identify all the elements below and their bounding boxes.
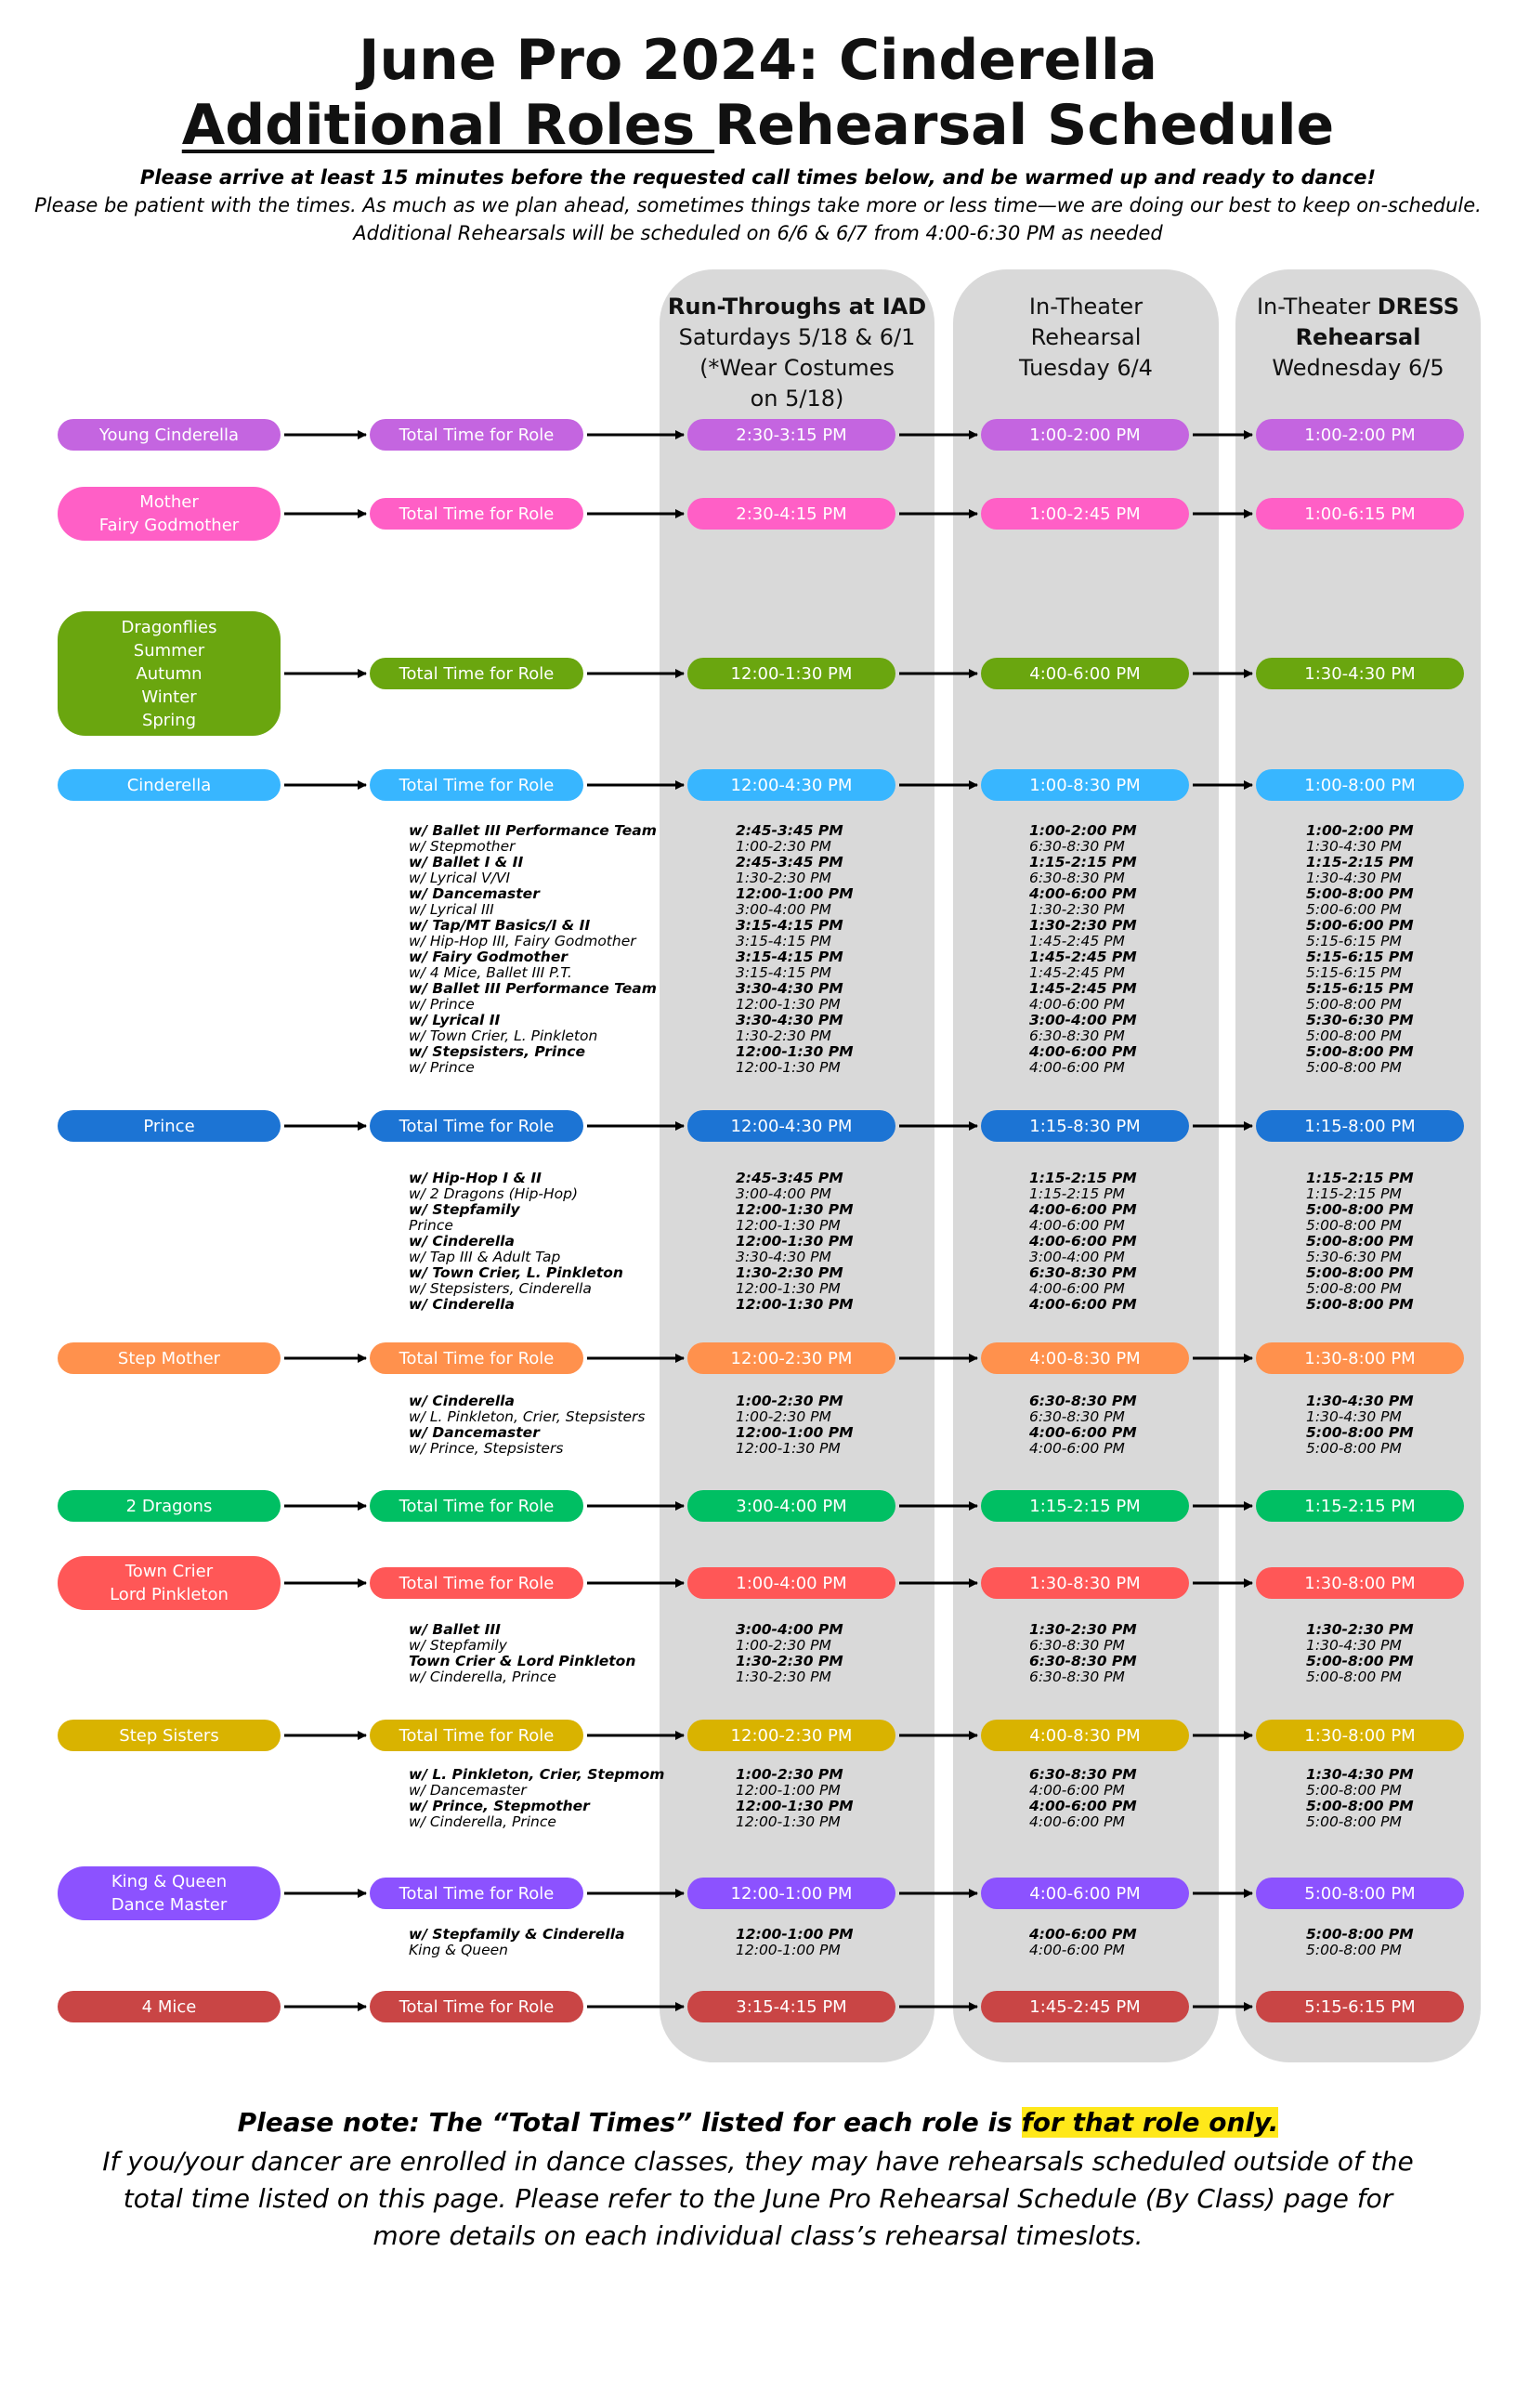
detail-label-line: w/ Dancemaster <box>409 1782 527 1799</box>
detail-dress-time <box>1306 1622 1414 1685</box>
detail-theater-time-line: 3:00-4:00 PM <box>1029 1249 1125 1265</box>
detail-run-time <box>736 823 854 1076</box>
run-through-time-pill: 3:00-4:00 PM <box>687 1490 895 1522</box>
detail-run-time-line: 1:00-2:30 PM <box>736 838 831 855</box>
detail-label-line: w/ Cinderella, Prince <box>409 1813 556 1830</box>
detail-theater-time-line: 6:30-8:30 PM <box>1029 1653 1137 1669</box>
detail-theater-time-line: 1:30-2:30 PM <box>1029 917 1137 934</box>
detail-theater-time-line: 1:30-2:30 PM <box>1029 1621 1137 1638</box>
run-through-time-pill: 12:00-1:00 PM <box>687 1878 895 1909</box>
run-through-time-pill: 12:00-2:30 PM <box>687 1720 895 1751</box>
detail-run-time-line: 12:00-1:30 PM <box>736 1233 854 1250</box>
detail-label-line: w/ Prince, Stepmother <box>409 1798 590 1814</box>
detail-run-time <box>736 1927 854 1958</box>
detail-run-time-line: 3:30-4:30 PM <box>736 980 843 997</box>
detail-run-time-line: 12:00-1:30 PM <box>736 1798 854 1814</box>
role-name-pill: 2 Dragons <box>58 1490 281 1522</box>
run-through-time-pill: 1:00-4:00 PM <box>687 1567 895 1599</box>
detail-dress-time-line: 5:00-8:00 PM <box>1306 1027 1402 1044</box>
run-through-time-pill: 2:30-4:15 PM <box>687 498 895 530</box>
detail-theater-time-line: 4:00-6:00 PM <box>1029 1043 1137 1060</box>
detail-run-time-line: 12:00-1:00 PM <box>736 1942 841 1958</box>
footer-line4: more details on each individual class’s rehearsal timeslots. <box>372 2220 1144 2251</box>
detail-theater-time-line: 4:00-6:00 PM <box>1029 885 1137 902</box>
detail-theater-time-line: 3:00-4:00 PM <box>1029 1012 1137 1028</box>
theater-time-pill: 4:00-6:00 PM <box>981 1878 1189 1909</box>
footer-line3: total time listed on this page. Please refer to the June Pro Rehearsal Schedule (By Class) page for <box>123 2183 1393 2214</box>
detail-run-time-line: 3:00-4:00 PM <box>736 1185 831 1202</box>
run-through-time-pill: 3:15-4:15 PM <box>687 1991 895 2022</box>
detail-theater-time-line: 4:00-6:00 PM <box>1029 1798 1137 1814</box>
detail-theater-time-line: 1:15-2:15 PM <box>1029 1170 1137 1186</box>
detail-theater-time-line: 4:00-6:00 PM <box>1029 1424 1137 1441</box>
detail-theater-time-line: 4:00-6:00 PM <box>1029 1942 1125 1958</box>
detail-label-line: w/ Lyrical II <box>409 1012 501 1028</box>
total-time-pill: Total Time for Role <box>370 1342 583 1374</box>
run-through-time-pill: 12:00-4:30 PM <box>687 769 895 801</box>
detail-label-line: w/ L. Pinkleton, Crier, Stepsisters <box>409 1408 646 1425</box>
detail-dress-time-line: 1:30-4:30 PM <box>1306 1408 1402 1425</box>
detail-dress-time-line: 5:00-8:00 PM <box>1306 1782 1402 1799</box>
detail-label-line: w/ Stepsisters, Cinderella <box>409 1280 592 1297</box>
detail-dress-time-line: 5:15-6:15 PM <box>1306 964 1402 981</box>
detail-run-time-line: 2:45-3:45 PM <box>736 854 843 870</box>
patience-note: Please be patient with the times. As much as we plan ahead, sometimes things take more or less time—we are doing our best to keep on-schedule. <box>34 194 1482 216</box>
detail-dress-time-line: 5:00-8:00 PM <box>1306 1653 1414 1669</box>
theater-header-l3: Tuesday 6/4 <box>1019 355 1153 381</box>
run-header-costume-date: on 5/18) <box>750 386 844 412</box>
dress-time-pill: 1:00-8:00 PM <box>1256 769 1464 801</box>
detail-dress-time-line: 5:30-6:30 PM <box>1306 1249 1402 1265</box>
footer-note-text: Please note: The “Total Times” listed for each role is <box>237 2107 1022 2138</box>
detail-theater-time <box>1029 823 1137 1076</box>
detail-run-time-line: 1:30-2:30 PM <box>736 1264 843 1281</box>
detail-dress-time-line: 5:00-6:00 PM <box>1306 901 1402 918</box>
detail-run-time-line: 12:00-1:30 PM <box>736 1201 854 1218</box>
detail-label <box>409 823 657 1076</box>
detail-label-line: Town Crier & Lord Pinkleton <box>409 1653 636 1669</box>
detail-run-time-line: 1:00-2:30 PM <box>736 1637 831 1654</box>
detail-dress-time-line: 5:15-6:15 PM <box>1306 949 1414 965</box>
detail-theater-time-line: 1:45-2:45 PM <box>1029 949 1137 965</box>
dress-time-pill: 5:00-8:00 PM <box>1256 1878 1464 1909</box>
detail-dress-time-line: 1:15-2:15 PM <box>1306 1170 1414 1186</box>
role-name-pill: King & Queen Dance Master <box>58 1866 281 1920</box>
detail-theater-time-line: 4:00-6:00 PM <box>1029 1217 1125 1234</box>
detail-dress-time-line: 5:15-6:15 PM <box>1306 980 1414 997</box>
dress-header-l2: Rehearsal <box>1295 324 1421 350</box>
detail-label-line: w/ Prince <box>409 1059 475 1076</box>
detail-theater-time-line: 4:00-6:00 PM <box>1029 1440 1125 1457</box>
dress-header-bold: DRESS <box>1377 294 1460 320</box>
detail-run-time-line: 3:00-4:00 PM <box>736 901 831 918</box>
detail-label-line: w/ Cinderella <box>409 1393 515 1409</box>
detail-theater-time-line: 1:00-2:00 PM <box>1029 822 1137 839</box>
detail-theater-time-line: 6:30-8:30 PM <box>1029 1027 1125 1044</box>
theater-time-pill: 1:15-8:30 PM <box>981 1110 1189 1142</box>
detail-run-time-line: 12:00-1:30 PM <box>736 1059 841 1076</box>
detail-label-line: w/ Lyrical III <box>409 901 494 918</box>
role-name-pill: Prince <box>58 1110 281 1142</box>
detail-dress-time <box>1306 1394 1414 1457</box>
detail-run-time-line: 3:30-4:30 PM <box>736 1249 831 1265</box>
theater-time-pill: 1:00-8:30 PM <box>981 769 1189 801</box>
detail-label-line: w/ Dancemaster <box>409 1424 540 1441</box>
detail-run-time-line: 2:45-3:45 PM <box>736 822 843 839</box>
theater-time-pill: 1:00-2:00 PM <box>981 419 1189 451</box>
role-name-pill: Town Crier Lord Pinkleton <box>58 1556 281 1610</box>
detail-dress-time-line: 5:00-8:00 PM <box>1306 1201 1414 1218</box>
total-time-pill: Total Time for Role <box>370 1567 583 1599</box>
detail-label-line: w/ 2 Dragons (Hip-Hop) <box>409 1185 579 1202</box>
detail-theater-time-line: 4:00-6:00 PM <box>1029 996 1125 1013</box>
detail-run-time-line: 3:15-4:15 PM <box>736 949 843 965</box>
dress-header-l3: Wednesday 6/5 <box>1272 355 1444 381</box>
detail-dress-time-line: 5:00-8:00 PM <box>1306 1217 1402 1234</box>
footer-note <box>0 2104 1516 2141</box>
role-name-pill: Mother Fairy Godmother <box>58 487 281 541</box>
detail-run-time <box>736 1622 843 1685</box>
detail-run-time-line: 1:00-2:30 PM <box>736 1766 843 1783</box>
dress-time-pill: 1:30-8:00 PM <box>1256 1567 1464 1599</box>
detail-run-time <box>736 1394 854 1457</box>
role-name-pill: Young Cinderella <box>58 419 281 451</box>
detail-run-time-line: 12:00-1:30 PM <box>736 1296 854 1313</box>
detail-theater-time-line: 1:15-2:15 PM <box>1029 854 1137 870</box>
dress-time-pill: 1:30-4:30 PM <box>1256 658 1464 689</box>
detail-dress-time <box>1306 1171 1414 1313</box>
detail-dress-time-line: 5:00-8:00 PM <box>1306 1813 1402 1830</box>
detail-dress-time-line: 1:00-2:00 PM <box>1306 822 1414 839</box>
detail-run-time-line: 1:30-2:30 PM <box>736 870 831 886</box>
role-name-pill: 4 Mice <box>58 1991 281 2022</box>
detail-dress-time-line: 5:00-8:00 PM <box>1306 1043 1414 1060</box>
run-header-dates: Saturdays 5/18 & 6/1 <box>678 324 916 350</box>
detail-run-time-line: 3:00-4:00 PM <box>736 1621 843 1638</box>
detail-dress-time-line: 5:00-8:00 PM <box>1306 1424 1414 1441</box>
detail-dress-time-line: 5:00-8:00 PM <box>1306 1233 1414 1250</box>
detail-dress-time-line: 5:00-8:00 PM <box>1306 1059 1402 1076</box>
detail-theater-time-line: 6:30-8:30 PM <box>1029 1766 1137 1783</box>
detail-dress-time-line: 5:00-8:00 PM <box>1306 1926 1414 1943</box>
detail-theater-time-line: 6:30-8:30 PM <box>1029 1264 1137 1281</box>
detail-label-line: w/ Dancemaster <box>409 885 540 902</box>
detail-dress-time-line: 5:00-8:00 PM <box>1306 885 1414 902</box>
dress-time-pill: 1:00-2:00 PM <box>1256 419 1464 451</box>
detail-label-line: w/ Stepmother <box>409 838 516 855</box>
detail-run-time-line: 2:45-3:45 PM <box>736 1170 843 1186</box>
detail-theater-time-line: 4:00-6:00 PM <box>1029 1296 1137 1313</box>
detail-label <box>409 1394 646 1457</box>
detail-label-line: w/ Hip-Hop III, Fairy Godmother <box>409 933 636 949</box>
detail-dress-time-line: 5:30-6:30 PM <box>1306 1012 1414 1028</box>
detail-label <box>409 1927 625 1958</box>
detail-dress-time-line: 5:00-8:00 PM <box>1306 1798 1414 1814</box>
detail-run-time-line: 12:00-1:30 PM <box>736 1813 841 1830</box>
detail-dress-time-line: 1:15-2:15 PM <box>1306 1185 1402 1202</box>
theater-header-l1: In-Theater <box>1028 294 1144 320</box>
detail-label-line: Prince <box>409 1217 453 1234</box>
footer-highlight: for that role only. <box>1021 2107 1279 2138</box>
theater-time-pill: 1:00-2:45 PM <box>981 498 1189 530</box>
run-through-time-pill: 2:30-3:15 PM <box>687 419 895 451</box>
detail-theater-time-line: 6:30-8:30 PM <box>1029 1393 1137 1409</box>
theater-time-pill: 4:00-8:30 PM <box>981 1342 1189 1374</box>
detail-dress-time-line: 1:30-4:30 PM <box>1306 1393 1414 1409</box>
detail-theater-time-line: 6:30-8:30 PM <box>1029 870 1125 886</box>
total-time-pill: Total Time for Role <box>370 1110 583 1142</box>
detail-label-line: King & Queen <box>409 1942 508 1958</box>
detail-label-line: w/ L. Pinkleton, Crier, Stepmom <box>409 1766 665 1783</box>
detail-dress-time-line: 5:00-8:00 PM <box>1306 1440 1402 1457</box>
detail-run-time <box>736 1767 854 1830</box>
detail-run-time-line: 3:15-4:15 PM <box>736 964 831 981</box>
detail-theater-time-line: 6:30-8:30 PM <box>1029 1637 1125 1654</box>
detail-run-time-line: 12:00-1:00 PM <box>736 1424 854 1441</box>
detail-label-line: w/ Cinderella <box>409 1233 515 1250</box>
detail-label-line: w/ Stepfamily <box>409 1201 520 1218</box>
detail-label <box>409 1622 635 1685</box>
total-time-pill: Total Time for Role <box>370 498 583 530</box>
detail-dress-time-line: 5:00-6:00 PM <box>1306 917 1414 934</box>
dress-header-prefix: In-Theater <box>1256 294 1378 320</box>
detail-dress-time-line: 1:30-4:30 PM <box>1306 838 1402 855</box>
run-header-costume: (*Wear Costumes <box>699 355 895 381</box>
total-time-pill: Total Time for Role <box>370 1490 583 1522</box>
detail-run-time-line: 3:15-4:15 PM <box>736 917 843 934</box>
detail-label-line: w/ Prince, Stepsisters <box>409 1440 564 1457</box>
detail-run-time-line: 12:00-1:30 PM <box>736 1217 841 1234</box>
detail-dress-time <box>1306 1927 1414 1958</box>
dress-time-pill: 1:15-8:00 PM <box>1256 1110 1464 1142</box>
run-header-bold: Run-Throughs at IAD <box>667 294 927 320</box>
total-time-pill: Total Time for Role <box>370 769 583 801</box>
detail-theater-time <box>1029 1767 1137 1830</box>
total-time-pill: Total Time for Role <box>370 419 583 451</box>
role-name-pill: Cinderella <box>58 769 281 801</box>
detail-run-time-line: 12:00-1:00 PM <box>736 1926 854 1943</box>
detail-run-time-line: 12:00-1:30 PM <box>736 1440 841 1457</box>
role-name-pill: Step Mother <box>58 1342 281 1374</box>
detail-theater-time-line: 4:00-6:00 PM <box>1029 1813 1125 1830</box>
page-title: June Pro 2024: Cinderella <box>359 28 1157 93</box>
dress-time-pill: 1:30-8:00 PM <box>1256 1720 1464 1751</box>
detail-theater-time <box>1029 1927 1137 1958</box>
dress-time-pill: 1:15-2:15 PM <box>1256 1490 1464 1522</box>
detail-dress-time-line: 5:00-8:00 PM <box>1306 1669 1402 1685</box>
detail-dress-time-line: 1:30-4:30 PM <box>1306 870 1402 886</box>
detail-label-line: w/ Tap/MT Basics/I & II <box>409 917 591 934</box>
detail-dress-time-line: 5:00-8:00 PM <box>1306 1296 1414 1313</box>
detail-run-time-line: 12:00-1:00 PM <box>736 1782 841 1799</box>
role-name-pill: Dragonflies Summer Autumn Winter Spring <box>58 611 281 736</box>
detail-run-time <box>736 1171 854 1313</box>
detail-run-time-line: 3:15-4:15 PM <box>736 933 831 949</box>
total-time-pill: Total Time for Role <box>370 1991 583 2022</box>
detail-theater-time-line: 1:45-2:45 PM <box>1029 964 1125 981</box>
footer-line2: If you/your dancer are enrolled in dance classes, they may have rehearsals scheduled outside of the <box>102 2146 1414 2177</box>
detail-label-line: w/ Ballet I & II <box>409 854 524 870</box>
detail-label-line: w/ Cinderella <box>409 1296 515 1313</box>
theater-time-pill: 4:00-8:30 PM <box>981 1720 1189 1751</box>
detail-label-line: w/ Hip-Hop I & II <box>409 1170 542 1186</box>
run-through-time-pill: 12:00-1:30 PM <box>687 658 895 689</box>
detail-theater-time <box>1029 1394 1137 1457</box>
total-time-pill: Total Time for Role <box>370 658 583 689</box>
detail-run-time-line: 12:00-1:00 PM <box>736 885 854 902</box>
role-name-pill: Step Sisters <box>58 1720 281 1751</box>
detail-label-line: w/ Town Crier, L. Pinkleton <box>409 1264 623 1281</box>
detail-theater-time-line: 6:30-8:30 PM <box>1029 838 1125 855</box>
detail-label-line: w/ Lyrical V/VI <box>409 870 511 886</box>
run-through-time-pill: 12:00-4:30 PM <box>687 1110 895 1142</box>
detail-label <box>409 1171 623 1313</box>
detail-theater-time-line: 4:00-6:00 PM <box>1029 1280 1125 1297</box>
detail-run-time-line: 12:00-1:30 PM <box>736 1043 854 1060</box>
detail-run-time-line: 1:30-2:30 PM <box>736 1653 843 1669</box>
detail-dress-time <box>1306 823 1414 1076</box>
dress-time-pill: 1:30-8:00 PM <box>1256 1342 1464 1374</box>
detail-label-line: w/ Ballet III Performance Team <box>409 822 657 839</box>
dress-time-pill: 1:00-6:15 PM <box>1256 498 1464 530</box>
detail-dress-time <box>1306 1767 1414 1830</box>
detail-label-line: w/ Stepfamily & Cinderella <box>409 1926 625 1943</box>
detail-theater-time-line: 1:30-2:30 PM <box>1029 901 1125 918</box>
detail-theater-time <box>1029 1622 1137 1685</box>
detail-theater-time-line: 4:00-6:00 PM <box>1029 1233 1137 1250</box>
theater-time-pill: 1:15-2:15 PM <box>981 1490 1189 1522</box>
total-time-pill: Total Time for Role <box>370 1878 583 1909</box>
detail-dress-time-line: 1:30-2:30 PM <box>1306 1621 1414 1638</box>
theater-time-pill: 1:30-8:30 PM <box>981 1567 1189 1599</box>
detail-label-line: w/ Stepfamily <box>409 1637 507 1654</box>
detail-label-line: w/ Stepsisters, Prince <box>409 1043 585 1060</box>
detail-theater-time-line: 1:15-2:15 PM <box>1029 1185 1125 1202</box>
detail-theater-time-line: 6:30-8:30 PM <box>1029 1669 1125 1685</box>
detail-dress-time-line: 5:00-8:00 PM <box>1306 996 1402 1013</box>
detail-dress-time-line: 1:30-4:30 PM <box>1306 1766 1414 1783</box>
detail-label-line: w/ Tap III & Adult Tap <box>409 1249 561 1265</box>
detail-theater-time-line: 1:45-2:45 PM <box>1029 980 1137 997</box>
arrival-note: Please arrive at least 15 minutes before the requested call times below, and be warmed up and ready to dance! <box>139 166 1377 189</box>
detail-run-time-line: 12:00-1:30 PM <box>736 996 841 1013</box>
detail-label-line: w/ Prince <box>409 996 475 1013</box>
detail-theater-time-line: 4:00-6:00 PM <box>1029 1926 1137 1943</box>
detail-label <box>409 1767 664 1830</box>
detail-dress-time-line: 1:15-2:15 PM <box>1306 854 1414 870</box>
detail-theater-time-line: 6:30-8:30 PM <box>1029 1408 1125 1425</box>
theater-time-pill: 1:45-2:45 PM <box>981 1991 1189 2022</box>
detail-theater-time-line: 4:00-6:00 PM <box>1029 1201 1137 1218</box>
detail-run-time-line: 1:30-2:30 PM <box>736 1027 831 1044</box>
detail-dress-time-line: 1:30-4:30 PM <box>1306 1637 1402 1654</box>
detail-run-time-line: 12:00-1:30 PM <box>736 1280 841 1297</box>
dress-time-pill: 5:15-6:15 PM <box>1256 1991 1464 2022</box>
detail-label-line: w/ Ballet III <box>409 1621 501 1638</box>
additional-note: Additional Rehearsals will be scheduled on 6/6 & 6/7 from 4:00-6:30 PM as needed <box>353 222 1163 244</box>
detail-label-line: w/ Ballet III Performance Team <box>409 980 657 997</box>
theater-header-l2: Rehearsal <box>1030 324 1142 350</box>
detail-run-time-line: 1:00-2:30 PM <box>736 1393 843 1409</box>
detail-run-time-line: 1:30-2:30 PM <box>736 1669 831 1685</box>
detail-label-line: w/ Fairy Godmother <box>409 949 568 965</box>
detail-theater-time-line: 4:00-6:00 PM <box>1029 1059 1125 1076</box>
detail-theater-time-line: 4:00-6:00 PM <box>1029 1782 1125 1799</box>
theater-time-pill: 4:00-6:00 PM <box>981 658 1189 689</box>
underlined-title: Additional Roles <box>181 93 715 158</box>
title-rest: Rehearsal Schedule <box>714 93 1335 158</box>
detail-theater-time <box>1029 1171 1137 1313</box>
detail-label-line: w/ 4 Mice, Ballet III P.T. <box>409 964 572 981</box>
run-through-time-pill: 12:00-2:30 PM <box>687 1342 895 1374</box>
detail-run-time-line: 3:30-4:30 PM <box>736 1012 843 1028</box>
detail-dress-time-line: 5:15-6:15 PM <box>1306 933 1402 949</box>
detail-run-time-line: 1:00-2:30 PM <box>736 1408 831 1425</box>
detail-dress-time-line: 5:00-8:00 PM <box>1306 1264 1414 1281</box>
detail-dress-time-line: 5:00-8:00 PM <box>1306 1942 1402 1958</box>
detail-theater-time-line: 1:45-2:45 PM <box>1029 933 1125 949</box>
detail-label-line: w/ Cinderella, Prince <box>409 1669 556 1685</box>
total-time-pill: Total Time for Role <box>370 1720 583 1751</box>
detail-dress-time-line: 5:00-8:00 PM <box>1306 1280 1402 1297</box>
detail-label-line: w/ Town Crier, L. Pinkleton <box>409 1027 598 1044</box>
